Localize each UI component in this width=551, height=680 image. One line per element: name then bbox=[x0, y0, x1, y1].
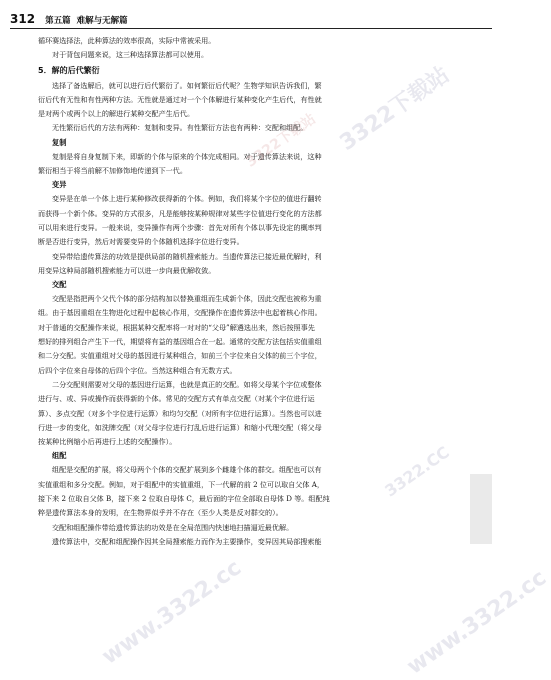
text-line: 想好的排列组合产生下一代，期望将有益的基因组合在一起。通常的交配方法包括实值重组 bbox=[38, 337, 322, 347]
text-line: 衍后代有无性和有性两种方法。无性就是通过对一个个体解进行某种变化产生后代，有性就 bbox=[38, 94, 322, 104]
text-line: 二分交配则需要对父母的基因进行运算，也就是真正的交配。如将父母某个字位或整体 bbox=[52, 379, 322, 389]
text-line: 接下来 2 位取自父体 B，接下来 2 位取自母体 C，最后面的字位全部取自母体 D 等。组配纯 bbox=[38, 494, 330, 504]
body-text bbox=[38, 34, 478, 549]
text-line: 交配和组配操作带给遗传算法的功效是在全局范围内快速地扫描逼近最优解。 bbox=[52, 522, 294, 532]
text-line: 变异是在单一个体上进行某种修改获得新的个体。例如，我们将某个字位的值进行翻转 bbox=[52, 194, 322, 204]
text-line: 交配是指把两个父代个体的部分结构加以替换重组而生成新个体，因此交配也被称为重 bbox=[52, 294, 322, 304]
watermark: 3322下载站 bbox=[243, 111, 319, 171]
text-line: 粹是遗传算法本身的发明，在生物界似乎并不存在（至少人类是反对群交的）。 bbox=[38, 508, 283, 518]
watermark: www.3322.cc bbox=[97, 555, 246, 670]
subsection-heading: 复制 bbox=[52, 137, 67, 147]
text-line: 行进一步的变化，如洗牌交配（对父母字位进行打乱后进行运算）和缩小代理交配（将父母 bbox=[38, 422, 322, 432]
subsection-heading: 交配 bbox=[52, 280, 67, 290]
text-line: 组配是交配的扩展，将父母两个个体的交配扩展到多个雌雄个体的群交。组配也可以有 bbox=[52, 465, 322, 475]
text-line: 进行与、或、异或操作而获得新的个体。常见的交配方式有单点交配（对某个字位进行运 bbox=[38, 394, 315, 404]
text-line: 选择了备选解后，就可以进行后代繁衍了。如何繁衍后代呢？生物学知识告诉我们，繁 bbox=[52, 80, 322, 90]
text-line: 变异带给遗传算法的功效是提供局部的随机搜索能力。当遗传算法已接近最优解时，利 bbox=[52, 251, 322, 261]
text-line: 繁衍相当于将当前解不加修饰地传递到下一代。 bbox=[38, 166, 187, 176]
section-heading: 5．解的后代繁衍 bbox=[38, 65, 100, 75]
watermark: 3322.CC bbox=[381, 442, 453, 501]
subsection-heading: 变异 bbox=[52, 180, 67, 190]
text-line: 按某种比例缩小后再进行上述的交配操作）。 bbox=[38, 437, 177, 447]
text-line: 用变异这种局部随机搜索能力可以进一步向最优解收敛。 bbox=[38, 265, 216, 275]
page-header bbox=[10, 8, 492, 29]
text-line: 而获得一个新个体。变异的方式很多，凡是能够按某种规律对某些字位值进行变化的方法都 bbox=[38, 208, 322, 218]
text-line: 断是否进行变异，然后对需要变异的个体随机选择字位进行变异。 bbox=[38, 237, 244, 247]
page-number: 312 bbox=[10, 12, 36, 26]
subsection-heading: 组配 bbox=[52, 451, 67, 461]
text-line: 循环赛选择法，此种算法的效率很高，实际中常被采用。 bbox=[38, 36, 216, 45]
text-line: 遗传算法中，交配和组配操作因其全局搜索能力而作为主要操作，变异因其局部搜索能 bbox=[52, 536, 322, 546]
chapter-label: 第五篇 bbox=[45, 16, 71, 26]
text-line: 和二分交配。实值重组对父母的基因进行某种组合，如前三个字位来自父体的前三个字位， bbox=[38, 351, 322, 361]
text-line: 后四个字位来自母体的后四个字位。当然这种组合有无数方式。 bbox=[38, 365, 237, 375]
chapter-title: 难解与无解篇 bbox=[76, 16, 128, 26]
text-line: 实值重组和多分交配。例如，对于组配中的实值重组，下一代解的前 2 位可以取自父体 A， bbox=[38, 479, 324, 489]
text-line: 组。由于基因重组在生物进化过程中起核心作用，交配操作在遗传算法中也起着核心作用。 bbox=[38, 308, 322, 318]
text-line: 无性繁衍后代的方法有两种：复制和变异。有性繁衍方法也有两种：交配和组配。 bbox=[52, 123, 308, 133]
text-line: 对于背包问题来说，这三种选择算法都可以使用。 bbox=[52, 50, 209, 60]
watermark: 3322下载站 bbox=[335, 62, 455, 156]
text-line: 复制是将自身复制下来，即新的个体与原来的个体完成相同。对于遗传算法来说，这种 bbox=[52, 151, 322, 161]
text-line: 是对两个或两个以上的解进行某种交配产生后代。 bbox=[38, 109, 195, 119]
text-line: 可以用来进行变异。一般来说，变异操作有两个步骤：首先对所有个体以事先设定的概率判 bbox=[38, 222, 322, 232]
page-edge-shadow bbox=[470, 474, 492, 544]
text-line: 算）、多点交配（对多个字位进行运算）和均匀交配（对所有字位进行运算）。当然也可以进 bbox=[38, 408, 322, 418]
text-line: 对于普通的交配操作来说，根据某种交配率将一对对的“父母”解遴选出来，然后按照事先 bbox=[38, 322, 315, 332]
watermark: www.3322.cc bbox=[402, 565, 551, 680]
